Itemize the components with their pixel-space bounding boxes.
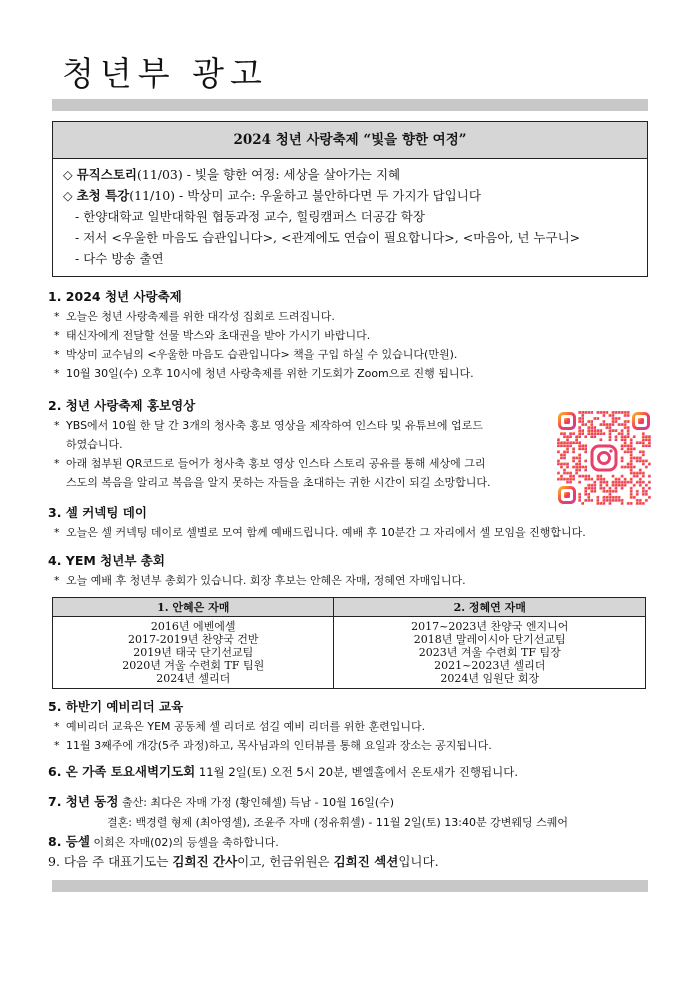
section-heading: 2. 청년 사랑축제 홍보영상 <box>48 398 196 413</box>
list-item <box>48 736 492 755</box>
asterisk-icon: * <box>54 457 60 470</box>
section-text: 11월 2일(토) 오전 5시 20분, 벧엘홀에서 온토새가 진행됩니다. <box>195 765 518 779</box>
item-text: 아래 첨부된 QR코드로 들어가 청사축 홍보 영상 인스타 스토리 공유를 통해 세상에 그리 <box>66 457 486 470</box>
asterisk-icon: * <box>54 367 60 380</box>
section-heading: 6. 온 가족 토요새벽기도회 <box>48 764 196 779</box>
section-text: 이희은 자매(02)의 등셀을 축하합니다. <box>89 836 279 849</box>
asterisk-icon: * <box>54 526 60 539</box>
item-text: 11월 3째주에 개강(5주 과정)하고, 목사님과의 인터뷰를 통해 요일과 장소는 공지됩니다. <box>66 739 492 752</box>
item-text: 오늘은 셀 커넥팅 데이로 셀별로 모여 함께 예배드립니다. 예배 후 10분간 그 자리에서 셀 모임을 진행합니다. <box>66 526 586 539</box>
section-7 <box>48 792 568 833</box>
candidate-2-history <box>334 617 646 689</box>
history-line: 2018년 말레이시아 단기선교팀 <box>413 633 566 646</box>
section-heading: 5. 하반기 예비리더 교육 <box>48 699 184 714</box>
item-text: YBS에서 10월 한 달 간 3개의 청사축 홍보 영상을 제작하여 인스타 및 유튜브에 업로드 <box>66 419 483 432</box>
festival-sub-line: - 다수 방송 출연 <box>75 251 164 266</box>
diamond-icon: ◇ <box>63 188 77 203</box>
asterisk-icon: * <box>54 419 60 432</box>
list-item <box>48 345 474 364</box>
history-line: 2020년 겨울 수련회 TF 팀원 <box>122 659 265 672</box>
line-bold: 뮤직스토리 <box>76 167 137 182</box>
history-line: 2017~2023년 찬양국 엔지니어 <box>411 620 569 633</box>
title-underline-bar <box>52 99 648 111</box>
asterisk-icon: * <box>54 348 60 361</box>
line-text: (11/03) - 빛을 향한 여정: 세상을 살아가는 지혜 <box>136 167 401 182</box>
section-8 <box>48 832 279 853</box>
list-item <box>48 454 491 473</box>
candidate-table <box>52 597 646 689</box>
asterisk-icon: * <box>54 329 60 342</box>
list-item <box>48 364 474 383</box>
festival-sub-line: - 한양대학교 일반대학원 협동과정 교수, 힐링캠퍼스 더공감 학장 <box>75 209 425 224</box>
asterisk-icon: * <box>54 310 60 323</box>
section-text: 9. 다음 주 대표기도는 <box>48 854 173 869</box>
line-text: (11/10) - 박상미 교수: 우울하고 불안하다면 두 가지가 답입니다 <box>129 188 481 203</box>
list-item <box>48 326 474 345</box>
item-text: 오늘은 청년 사랑축제를 위한 대각성 집회로 드려집니다. <box>66 310 335 323</box>
history-line: 2017-2019년 찬양국 건반 <box>128 633 259 646</box>
asterisk-icon: * <box>54 574 60 587</box>
section-heading: 4. YEM 청년부 총회 <box>48 553 165 568</box>
section-6 <box>48 762 518 782</box>
birth-news: 출산: 최다은 자매 가정 (황인혜셀) 득남 - 10월 16일(수) <box>118 796 395 809</box>
item-text: 오늘 예배 후 청년부 총회가 있습니다. 회장 후보는 안혜은 자매, 정혜연 자매입니다. <box>66 574 466 587</box>
history-line: 2021~2023년 셀리더 <box>434 659 546 672</box>
candidate-1-history <box>53 617 334 689</box>
list-item-continued: 하였습니다. <box>66 438 123 451</box>
line-bold: 초청 특강 <box>76 188 130 203</box>
footer-bar <box>52 880 648 892</box>
item-text: 태신자에게 전달할 선물 박스와 초대권을 받아 가시기 바랍니다. <box>66 329 371 342</box>
list-item <box>48 571 466 590</box>
section-7-line-1 <box>48 792 568 813</box>
offering-committee: 김희진 섹션 <box>333 854 399 869</box>
section-4 <box>48 551 466 590</box>
list-item <box>48 717 492 736</box>
section-text: 이고, 헌금위원은 <box>237 854 334 869</box>
festival-box <box>52 121 648 277</box>
history-line: 2019년 태국 단기선교팀 <box>133 646 254 659</box>
section-2 <box>48 396 491 492</box>
festival-box-header: 2024 청년 사랑축제 “빛을 향한 여정” <box>53 122 647 159</box>
prayer-leader: 김희진 간사 <box>172 854 238 869</box>
festival-line-music <box>63 164 647 185</box>
asterisk-icon: * <box>54 720 60 733</box>
history-line: 2016년 에벤에셀 <box>150 620 236 633</box>
list-item <box>48 523 586 542</box>
section-heading: 3. 셀 커넥팅 데이 <box>48 505 147 520</box>
candidate-2-header: 2. 정혜연 자매 <box>334 598 646 617</box>
wedding-news: 결혼: 백경렬 형제 (최아영셀), 조윤주 자매 (정유휘셀) - 11월 2일(토) 13:40분 강변웨딩 스퀘어 <box>107 816 568 829</box>
history-line: 2024년 임원단 회장 <box>440 672 540 685</box>
history-line: 2024년 셀리더 <box>156 672 231 685</box>
section-3 <box>48 503 586 542</box>
asterisk-icon: * <box>54 739 60 752</box>
section-9 <box>48 852 439 872</box>
section-heading: 8. 등셀 <box>48 834 90 849</box>
list-item-continued: 스도의 복음을 알리고 복음을 알지 못하는 자들을 초대하는 귀한 시간이 되길 소망합니다. <box>66 476 491 489</box>
section-1 <box>48 287 474 383</box>
history-line: 2023년 겨울 수련회 TF 팀장 <box>418 646 561 659</box>
item-text: 예비리더 교육은 YEM 공동체 셀 리더로 섬길 예비 리더를 위한 훈련입니다. <box>66 720 426 733</box>
item-text: 박상미 교수님의 <우울한 마음도 습관입니다> 책을 구입 하실 수 있습니다(만원). <box>66 348 458 361</box>
candidate-1-header: 1. 안혜은 자매 <box>53 598 334 617</box>
page-title: 청년부 광고 <box>62 54 268 93</box>
section-text: 입니다. <box>398 854 439 869</box>
list-item <box>48 307 474 326</box>
section-heading: 7. 청년 동정 <box>48 794 119 809</box>
diamond-icon: ◇ <box>63 167 77 182</box>
section-5 <box>48 697 492 755</box>
section-heading: 1. 2024 청년 사랑축제 <box>48 289 182 304</box>
item-text: 10월 30일(수) 오후 10시에 청년 사랑축제를 위한 기도회가 Zoom으로 진행 됩니다. <box>66 367 474 380</box>
festival-box-body <box>53 159 647 269</box>
list-item <box>48 416 491 435</box>
festival-sub-line: - 저서 <우울한 마음도 습관입니다>, <관계에도 연습이 필요합니다>, <마음아, 넌 누구니> <box>75 230 581 245</box>
instagram-qr-code-icon[interactable] <box>557 411 651 505</box>
festival-line-lecture <box>63 185 647 206</box>
